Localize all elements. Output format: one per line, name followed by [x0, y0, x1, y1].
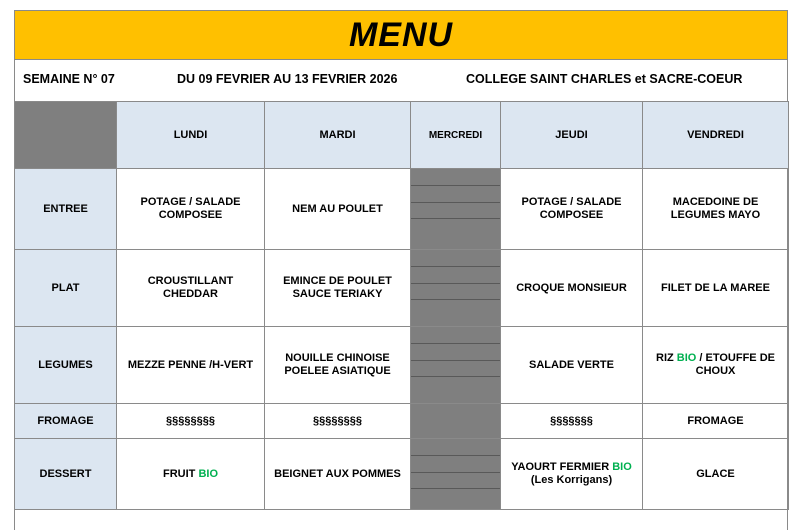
cell-mardi: NEM AU POULET [265, 169, 411, 250]
item-text: FRUIT [162, 467, 199, 480]
row-fromage [15, 404, 789, 439]
item-text: RIZ [656, 352, 677, 364]
week-dates: DU 09 FEVRIER AU 13 FEVRIER 2026 [177, 72, 398, 86]
cell-mardi: §§§§§§§§ [265, 404, 411, 439]
cell-lundi: CROUSTILLANT CHEDDAR [117, 250, 265, 327]
cell-mercredi-closed [411, 250, 501, 327]
day-mardi: MARDI [265, 102, 411, 169]
corner-cell [15, 102, 117, 169]
bio-label: BIO [198, 467, 218, 480]
row-label: ENTREE [15, 169, 117, 250]
cell-jeudi [501, 439, 643, 510]
cell-lundi: MEZZE PENNE /H-VERT [117, 327, 265, 404]
cell-vendredi: MACEDOINE DE LEGUMES MAYO [643, 169, 789, 250]
bio-label: BIO [676, 352, 697, 364]
cell-vendredi: GLACE [643, 439, 789, 510]
cell-mardi: EMINCE DE POULET SAUCE TERIAKY [265, 250, 411, 327]
menu-title-bar [14, 10, 788, 60]
cell-jeudi: POTAGE / SALADE COMPOSEE [501, 169, 643, 250]
cell-lundi: §§§§§§§§ [117, 404, 265, 439]
cell-mardi: NOUILLE CHINOISE POELEE ASIATIQUE [265, 327, 411, 404]
item-text: YAOURT FERMIER [511, 461, 613, 473]
bottom-rule [14, 509, 788, 510]
school-name: COLLEGE SAINT CHARLES et SACRE-COEUR [466, 72, 743, 86]
week-info-row [14, 60, 788, 102]
item-text: / ETOUFFE DE CHOUX [695, 352, 775, 377]
days-header-row [15, 102, 789, 169]
menu-table [14, 101, 789, 510]
row-dessert [15, 439, 789, 510]
row-plat [15, 250, 789, 327]
bio-label: BIO [612, 461, 632, 473]
cell-lundi [117, 439, 265, 510]
cell-vendredi: FILET DE LA MAREE [643, 250, 789, 327]
row-label: DESSERT [15, 439, 117, 510]
row-legumes [15, 327, 789, 404]
cell-lundi: POTAGE / SALADE COMPOSEE [117, 169, 265, 250]
cell-mercredi-closed [411, 404, 501, 439]
day-vendredi: VENDREDI [643, 102, 789, 169]
cell-mercredi-closed [411, 327, 501, 404]
cell-jeudi: CROQUE MONSIEUR [501, 250, 643, 327]
row-entree [15, 169, 789, 250]
item-subtext: (Les Korrigans) [530, 474, 613, 486]
cell-mercredi-closed [411, 439, 501, 510]
menu-title: MENU [348, 15, 454, 54]
cell-mardi: BEIGNET AUX POMMES [265, 439, 411, 510]
day-lundi: LUNDI [117, 102, 265, 169]
row-label: FROMAGE [15, 404, 117, 439]
week-number: SEMAINE N° 07 [23, 72, 115, 86]
cell-mercredi-closed [411, 169, 501, 250]
day-mercredi: MERCREDI [411, 102, 501, 169]
row-label: LEGUMES [15, 327, 117, 404]
row-label: PLAT [15, 250, 117, 327]
cell-jeudi: §§§§§§§ [501, 404, 643, 439]
cell-vendredi [643, 327, 789, 404]
day-jeudi: JEUDI [501, 102, 643, 169]
cell-jeudi: SALADE VERTE [501, 327, 643, 404]
cell-vendredi: FROMAGE [643, 404, 789, 439]
